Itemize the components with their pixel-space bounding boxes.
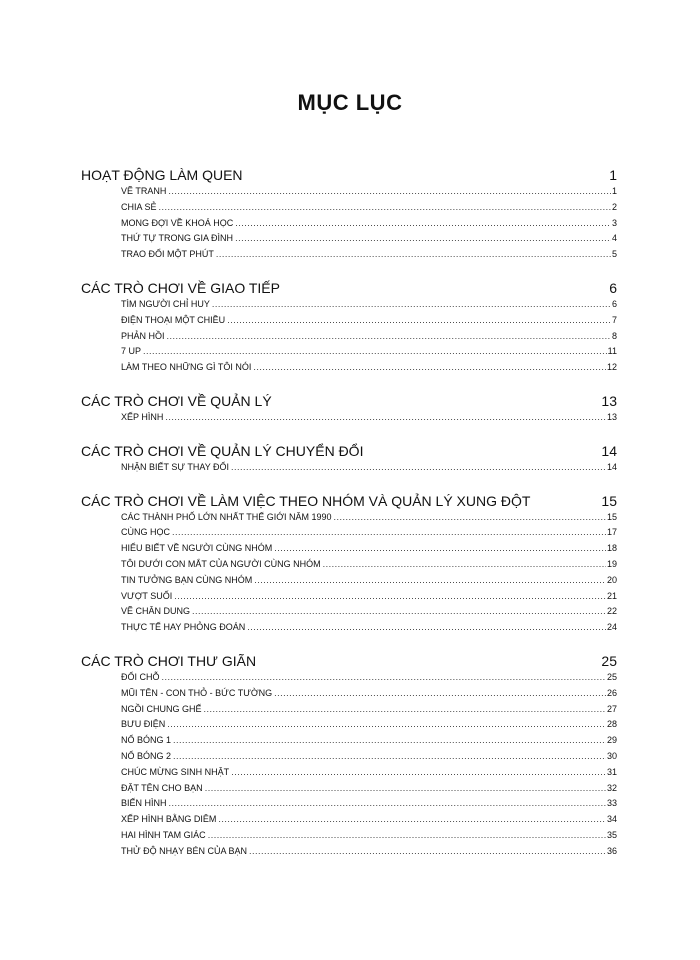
toc-entry[interactable]: [121, 812, 617, 828]
entry-page-number: 20: [606, 574, 617, 585]
entry-title: TIN TƯỞNG BẠN CÙNG NHÓM: [121, 574, 253, 585]
dot-leader: [143, 344, 607, 360]
toc-section: [81, 442, 617, 476]
dot-leader: [172, 525, 606, 541]
section-title: CÁC TRÒ CHƠI VỀ LÀM VIỆC THEO NHÓM VÀ QUẢN LÝ XUNG ĐỘT: [81, 492, 531, 509]
entry-page-number: 17: [606, 527, 617, 538]
page-title: MỤC LỤC: [297, 90, 403, 115]
entry-title: CÁC THÀNH PHỐ LỚN NHẤT THẾ GIỚI NĂM 1990: [121, 511, 332, 522]
entry-page-number: 36: [606, 845, 617, 856]
entry-title: TRAO ĐỔI MỘT PHÚT: [121, 249, 214, 260]
toc-section: [81, 166, 617, 263]
toc-entry[interactable]: [121, 686, 617, 702]
dot-leader: [274, 686, 606, 702]
entry-page-number: 19: [606, 558, 617, 569]
toc-entry[interactable]: [121, 460, 617, 476]
dot-leader: [231, 765, 606, 781]
section-title: CÁC TRÒ CHƠI VỀ QUẢN LÝ: [81, 392, 272, 409]
dot-leader: [174, 589, 606, 605]
toc-entry[interactable]: [121, 410, 617, 426]
toc-entry[interactable]: [121, 329, 617, 345]
entry-title: VẼ TRANH: [121, 186, 167, 196]
section-page-number: 14: [601, 442, 617, 459]
entry-page-number: 30: [606, 750, 617, 761]
entry-page-number: 33: [606, 798, 617, 809]
entry-page-number: 26: [606, 687, 617, 698]
toc-entry[interactable]: [121, 360, 617, 376]
entry-title: THỰC TẾ HAY PHỎNG ĐOÁN: [121, 622, 246, 633]
toc-entry[interactable]: [121, 231, 617, 247]
entry-title: NHẬN BIẾT SỰ THAY ĐỔI: [121, 461, 230, 472]
entry-title: PHẢN HỒI: [121, 330, 165, 341]
toc-entry[interactable]: [121, 717, 617, 733]
toc-entry[interactable]: [121, 828, 617, 844]
section-title: HOẠT ĐỘNG LÀM QUEN: [81, 167, 243, 183]
dot-leader: [253, 360, 606, 376]
section-title: CÁC TRÒ CHƠI VỀ GIAO TIẾP: [81, 279, 280, 296]
entry-page-number: 29: [606, 735, 617, 746]
entry-page-number: 15: [606, 511, 617, 522]
toc-entry[interactable]: [121, 184, 617, 200]
entry-page-number: 18: [606, 543, 617, 554]
entry-page-number: 12: [606, 362, 617, 373]
toc-entry[interactable]: [121, 216, 617, 232]
toc-section: [81, 392, 617, 426]
entry-title: 7 UP: [121, 346, 142, 357]
dot-leader: [192, 604, 606, 620]
entry-page-number: 7: [611, 314, 617, 325]
entry-page-number: 14: [606, 461, 617, 472]
dot-leader: [212, 297, 611, 313]
entry-title: MONG ĐỢI VỀ KHOÁ HỌC: [121, 217, 234, 228]
toc-entry[interactable]: [121, 297, 617, 313]
entry-page-number: 5: [611, 249, 617, 260]
entry-page-number: 11: [607, 346, 617, 357]
entry-page-number: 28: [606, 719, 617, 730]
dot-leader: [173, 733, 606, 749]
dot-leader: [167, 329, 611, 345]
dot-leader: [216, 247, 611, 263]
toc-entry[interactable]: [121, 765, 617, 781]
dot-leader: [218, 812, 606, 828]
dot-leader: [254, 573, 606, 589]
entry-page-number: 27: [606, 703, 617, 714]
section-heading[interactable]: [81, 652, 617, 670]
dot-leader: [204, 702, 606, 718]
dot-leader: [208, 828, 606, 844]
toc-entry[interactable]: [121, 604, 617, 620]
section-heading[interactable]: [81, 442, 617, 460]
entry-page-number: 13: [606, 411, 617, 422]
toc-entry[interactable]: [121, 344, 617, 360]
section-page-number: 13: [601, 392, 617, 409]
dot-leader: [247, 620, 606, 636]
entry-page-number: 2: [611, 201, 617, 212]
section-heading[interactable]: [81, 492, 617, 510]
entry-title: HIỂU BIẾT VỀ NGƯỜI CÙNG NHÓM: [121, 543, 273, 554]
entry-title: LÀM THEO NHỮNG GÌ TÔI NÓI: [121, 362, 252, 373]
section-page-number: 25: [601, 652, 617, 669]
entry-title: NỔ BÓNG 2: [121, 750, 172, 761]
section-heading[interactable]: [81, 279, 617, 297]
entry-title: MŨI TÊN - CON THỎ - BỨC TƯỜNG: [121, 687, 273, 698]
entry-page-number: 21: [606, 590, 617, 601]
entry-title: CÙNG HỌC: [121, 527, 170, 538]
entry-title: BƯU ĐIỆN: [121, 719, 166, 730]
toc-entry[interactable]: [121, 844, 617, 860]
toc-entry[interactable]: [121, 557, 617, 573]
entry-title: ĐẶT TÊN CHO BẠN: [121, 782, 203, 793]
entry-page-number: 34: [606, 814, 617, 825]
entry-title: CHÚC MỪNG SINH NHẬT: [121, 766, 230, 777]
entry-page-number: 25: [606, 671, 617, 682]
dot-leader: [205, 781, 606, 797]
section-heading[interactable]: [81, 392, 617, 410]
entry-title: VẼ CHÂN DUNG: [121, 606, 191, 617]
entry-page-number: 35: [606, 829, 617, 840]
entry-title: ĐIỆN THOẠI MỘT CHIỀU: [121, 314, 226, 325]
dot-leader: [249, 844, 606, 860]
entry-title: NGỒI CHUNG GHẾ: [121, 703, 202, 714]
dot-leader: [162, 670, 606, 686]
toc-entry[interactable]: [121, 573, 617, 589]
dot-leader: [231, 460, 606, 476]
section-page-number: 6: [609, 279, 617, 296]
entry-title: CHIA SẺ: [121, 201, 157, 212]
entry-title: NỔ BÓNG 1: [121, 735, 172, 746]
toc-entry[interactable]: [121, 733, 617, 749]
entry-page-number: 32: [606, 782, 617, 793]
entry-title: XẾP HÌNH: [121, 411, 164, 422]
entry-page-number: 31: [606, 766, 617, 777]
table-of-contents: [81, 166, 617, 876]
entry-page-number: 6: [611, 298, 617, 309]
dot-leader: [227, 313, 611, 329]
entry-title: THỨ TỰ TRONG GIA ĐÌNH: [121, 233, 234, 244]
toc-section: [81, 652, 617, 860]
entry-title: THỬ ĐỘ NHẠY BÉN CỦA BẠN: [121, 845, 248, 856]
dot-leader: [165, 410, 606, 426]
toc-section: [81, 492, 617, 636]
toc-section: [81, 279, 617, 376]
entry-title: ĐỔI CHỖ: [121, 671, 160, 682]
toc-entry[interactable]: [121, 313, 617, 329]
toc-entry[interactable]: [121, 670, 617, 686]
entry-title: TÌM NGƯỜI CHỈ HUY: [121, 298, 210, 309]
entry-page-number: 3: [611, 217, 617, 228]
section-page-number: 15: [601, 492, 617, 509]
entry-title: TÔI DƯỚI CON MẮT CỦA NGƯỜI CÙNG NHÓM: [121, 558, 321, 569]
entry-page-number: 24: [606, 622, 617, 633]
dot-leader: [168, 184, 611, 200]
entry-title: XẾP HÌNH BẰNG DIÊM: [121, 814, 217, 825]
dot-leader: [167, 717, 606, 733]
toc-entry[interactable]: [121, 200, 617, 216]
toc-entry[interactable]: [121, 796, 617, 812]
toc-entry[interactable]: [121, 781, 617, 797]
toc-entry[interactable]: [121, 702, 617, 718]
dot-leader: [323, 557, 606, 573]
toc-entry[interactable]: [121, 589, 617, 605]
dot-leader: [235, 216, 611, 232]
dot-leader: [274, 541, 606, 557]
entry-page-number: 22: [606, 606, 617, 617]
entry-page-number: 4: [611, 233, 617, 244]
entry-title: BIẾN HÌNH: [121, 798, 167, 809]
entry-title: HAI HÌNH TAM GIÁC: [121, 829, 206, 840]
dot-leader: [159, 200, 611, 216]
dot-leader: [169, 796, 606, 812]
dot-leader: [173, 749, 606, 765]
dot-leader: [333, 510, 606, 526]
section-title: CÁC TRÒ CHƠI VỀ QUẢN LÝ CHUYỂN ĐỔI: [81, 442, 364, 459]
toc-entry[interactable]: [121, 541, 617, 557]
toc-entry[interactable]: [121, 620, 617, 636]
toc-entry[interactable]: [121, 510, 617, 526]
entry-title: VƯỢT SUỐI: [121, 590, 173, 601]
toc-entry[interactable]: [121, 749, 617, 765]
entry-page-number: 1: [611, 186, 617, 196]
dot-leader: [235, 231, 611, 247]
section-heading[interactable]: [81, 166, 617, 184]
entry-page-number: 8: [611, 330, 617, 341]
toc-entry[interactable]: [121, 247, 617, 263]
section-title: CÁC TRÒ CHƠI THƯ GIÃN: [81, 652, 257, 669]
section-page-number: 1: [609, 167, 617, 183]
toc-entry[interactable]: [121, 525, 617, 541]
